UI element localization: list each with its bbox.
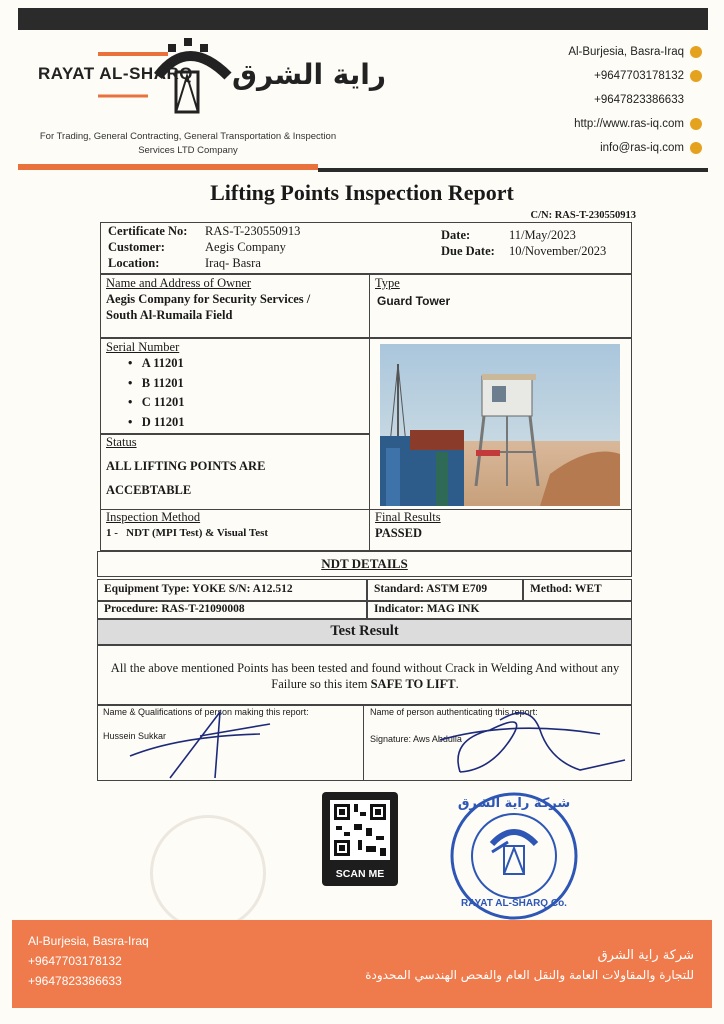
type-label: Type (375, 276, 400, 290)
footer-phone-1: +9647703178132 (28, 954, 122, 968)
method-label: Inspection Method (106, 510, 201, 524)
qr-code[interactable] (322, 792, 398, 886)
serial-item: • C 11201 (128, 395, 185, 409)
ndt-title: NDT DETAILS (321, 556, 408, 571)
mail-icon (690, 142, 702, 154)
status-label: Status (106, 435, 137, 449)
certificate-value: RAS-T-230550913 (205, 224, 301, 238)
tower-illustration (380, 344, 620, 506)
serial-item: • D 11201 (128, 414, 185, 429)
stamp-text-en: RAYAT AL-SHARQ Co. (461, 898, 567, 909)
final-value: PASSED (375, 526, 423, 540)
status-line-1: ALL LIFTING POINTS ARE (106, 459, 266, 473)
owner-line-1: Aegis Company for Security Services / (106, 292, 311, 306)
web-icon (690, 118, 702, 130)
serial-item: • B 11201 (128, 375, 184, 390)
ndt-method: Method: WET (530, 583, 602, 595)
owner-label: Name and Address of Owner (106, 276, 252, 290)
method-value: 1 - NDT (MPI Test) & Visual Test (106, 527, 269, 539)
ndt-equipment: Equipment Type: YOKE S/N: A12.512 (104, 583, 293, 595)
footer-company-ar: شركة راية الشرق (597, 948, 694, 963)
serial-label: Serial Number (106, 340, 180, 354)
owner-line-2: South Al-Rumaila Field (106, 308, 233, 322)
signature-left-label: Name & Qualifications of person making this report: (103, 707, 309, 717)
signature-right-label: Name of person authenticating this report: (370, 707, 538, 717)
signature-left-name: Hussein Sukkar (103, 731, 167, 741)
phone-icon (690, 70, 702, 82)
qr-scan-label: SCAN ME (335, 868, 385, 880)
serial-item: • A 11201 (128, 356, 184, 370)
contact-email[interactable]: info@ras-iq.com (600, 142, 702, 154)
signature-right-scribble (400, 700, 630, 782)
stamp-text-ar: شركة راية الشرق (457, 796, 571, 811)
contact-address: Al-Burjesia, Basra-Iraq (568, 46, 702, 58)
ndt-standard: Standard: ASTM E709 (374, 583, 488, 595)
company-stamp (448, 790, 580, 922)
location-value: Iraq- Basra (205, 256, 261, 270)
test-result-title: Test Result (330, 623, 399, 639)
final-label: Final Results (375, 510, 441, 524)
cn-number: C/N: RAS-T-230550913 (530, 210, 636, 221)
due-date-label: Due Date: (441, 244, 495, 258)
guard-tower-photo (380, 344, 620, 506)
certificate-label: Certificate No: (108, 224, 188, 238)
signature-left-scribble (120, 706, 300, 786)
status-line-2: ACCEBTABLE (106, 483, 192, 497)
footer-phone-2: +9647823386633 (28, 974, 122, 988)
contact-phone-1: +9647703178132 (594, 70, 702, 82)
location-label: Location: (108, 256, 160, 270)
footer-address: Al-Burjesia, Basra-Iraq (28, 934, 149, 948)
header-rule-orange (18, 164, 318, 170)
qr-icon (322, 792, 398, 866)
header-rule-dark (318, 168, 708, 172)
company-tagline: For Trading, General Contracting, General Transportation & Inspection Services LTD Company (39, 131, 337, 156)
footer-description-ar: للتجارة والمقاولات العامة والنقل العام والفحص الهندسي المحدودة (365, 968, 694, 982)
type-value: Guard Tower (377, 294, 451, 308)
contact-phone-2: +9647823386633 (594, 94, 684, 106)
footer (12, 920, 712, 1008)
serial-list (128, 356, 184, 434)
top-bar (18, 8, 708, 30)
due-date-value: 10/November/2023 (509, 244, 607, 258)
signature-right-name: Signature: Aws Abdulla (370, 734, 462, 744)
location-icon (690, 46, 702, 58)
contact-website[interactable]: http://www.ras-iq.com (574, 118, 702, 130)
watermark-seal (150, 815, 266, 931)
test-result-text: All the above mentioned Points has been tested and found without Crack in Welding And without any Failure so this item SAFE TO LIFT. (110, 661, 620, 691)
customer-value: Aegis Company (205, 240, 286, 254)
logo-text-en: RAYAT AL-SHARQ (38, 64, 193, 83)
logo-text-ar: راية الشرق (232, 58, 387, 91)
ndt-procedure: Procedure: RAS-T-21090008 (104, 603, 245, 615)
safe-to-lift: SAFE TO LIFT (370, 677, 456, 691)
report-title: Lifting Points Inspection Report (210, 180, 514, 205)
date-value: 11/May/2023 (509, 228, 576, 242)
date-label: Date: (441, 228, 471, 242)
ndt-indicator: Indicator: MAG INK (374, 603, 480, 615)
customer-label: Customer: (108, 240, 165, 254)
